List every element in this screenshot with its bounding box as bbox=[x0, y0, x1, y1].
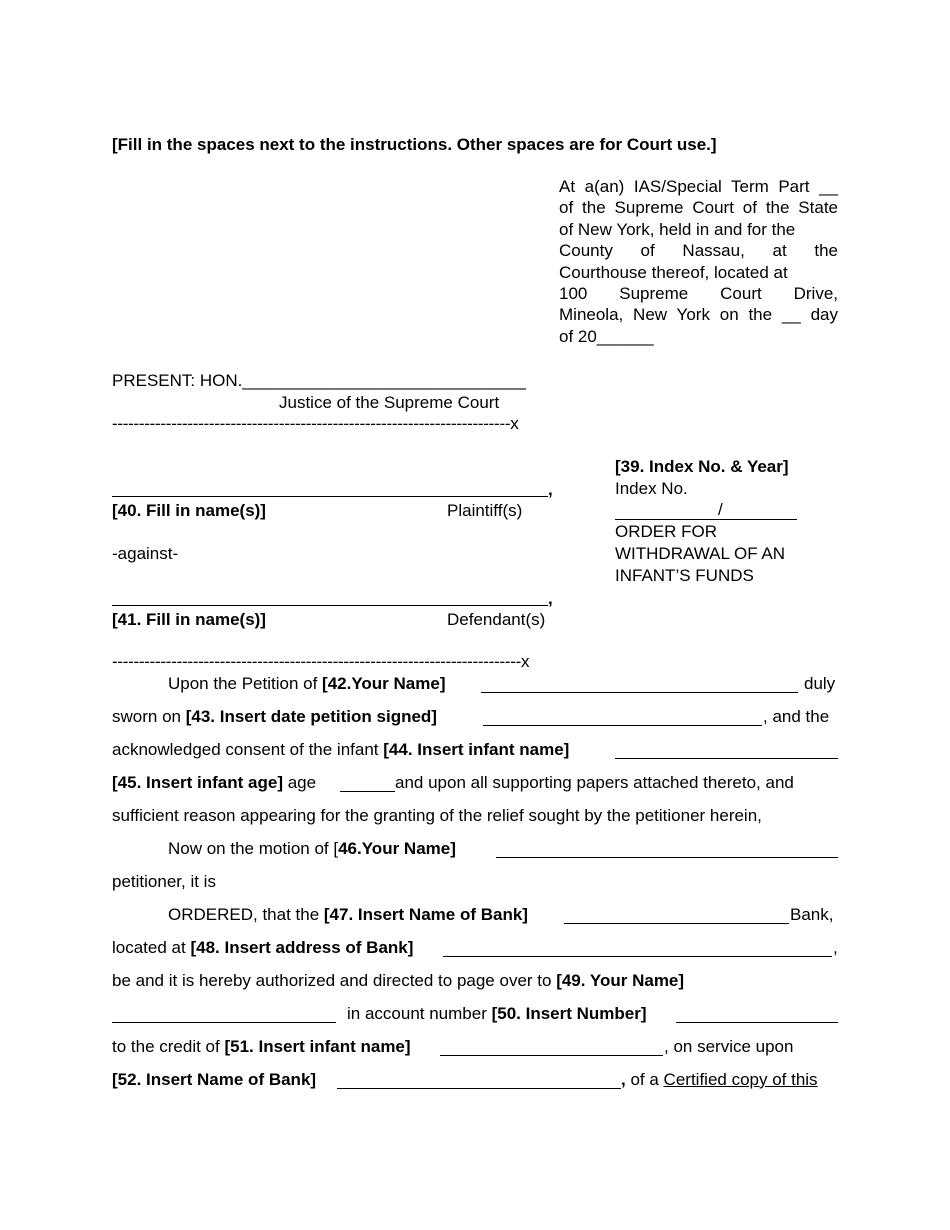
body-line-8 bbox=[168, 904, 528, 925]
index-number-field[interactable] bbox=[615, 519, 797, 520]
court-line: Courthouse thereof, located at bbox=[559, 262, 788, 282]
infant-age-field[interactable] bbox=[340, 791, 395, 792]
defendant-instruction: [41. Fill in name(s)] bbox=[112, 610, 266, 629]
body-line-12 bbox=[112, 1036, 411, 1057]
body-line-3 bbox=[112, 739, 569, 760]
credit-infant-field[interactable] bbox=[440, 1055, 663, 1056]
payee-name-field[interactable] bbox=[112, 1022, 336, 1023]
court-line: of 20______ bbox=[559, 326, 654, 346]
body-text: be and it is hereby authorized and directed to page over to bbox=[112, 971, 557, 990]
certified-copy-text: Certified copy of this bbox=[663, 1070, 818, 1089]
body-line-5: sufficient reason appearing for the granting of the relief sought by the petitioner herein, bbox=[112, 806, 762, 825]
court-line: Mineola, New York on the __ day bbox=[559, 305, 838, 325]
account-number-field[interactable] bbox=[676, 1022, 838, 1023]
infant-name-instruction: [44. Insert infant name] bbox=[383, 740, 570, 759]
petitioner-name-field[interactable] bbox=[481, 692, 798, 693]
body-text: , and the bbox=[763, 707, 830, 726]
court-line: of the Supreme Court of the State bbox=[559, 198, 838, 218]
court-line: 100 Supreme Court Drive, bbox=[559, 284, 838, 304]
body-line-13-tail bbox=[621, 1069, 818, 1090]
infant-name-field[interactable] bbox=[615, 758, 838, 759]
index-slash: / bbox=[718, 500, 723, 519]
body-text: age bbox=[282, 773, 317, 792]
against-label: -against- bbox=[112, 544, 179, 563]
plaintiff-instruction: [40. Fill in name(s)] bbox=[112, 501, 266, 520]
body-line-13 bbox=[112, 1069, 316, 1090]
body-line-6 bbox=[168, 838, 456, 859]
movant-name-field[interactable] bbox=[496, 857, 838, 858]
caption-bottom-divider: ----------------------------------------------------------------------------x bbox=[112, 652, 530, 671]
service-bank-instruction: [52. Insert Name of Bank] bbox=[112, 1070, 317, 1089]
body-text: Upon the Petition of bbox=[168, 674, 323, 693]
bank-address-instruction: [48. Insert address of Bank] bbox=[190, 938, 414, 957]
defendant-comma: , bbox=[548, 589, 553, 608]
order-title-line: WITHDRAWAL OF AN bbox=[615, 544, 785, 563]
justice-title: Justice of the Supreme Court bbox=[279, 393, 500, 412]
body-line-10 bbox=[112, 970, 684, 991]
body-text: Bank, bbox=[790, 905, 834, 924]
body-text: Now on the motion of [ bbox=[168, 839, 339, 858]
present-hon-line: PRESENT: HON.______________________________ bbox=[112, 371, 526, 390]
body-line-7: petitioner, it is bbox=[112, 872, 216, 891]
bank-name-instruction: [47. Insert Name of Bank] bbox=[323, 905, 528, 924]
index-label: Index No. bbox=[615, 479, 688, 498]
body-line-11 bbox=[347, 1003, 647, 1024]
court-line: County of Nassau, at the bbox=[559, 241, 838, 261]
body-text: , bbox=[621, 1070, 626, 1089]
court-line: At a(an) IAS/Special Term Part __ bbox=[559, 177, 838, 196]
bank-name-field[interactable] bbox=[564, 923, 789, 924]
body-text: in account number bbox=[347, 1004, 492, 1023]
petition-date-field[interactable] bbox=[483, 725, 762, 726]
order-title-line: ORDER FOR bbox=[615, 522, 717, 541]
body-text: and upon all supporting papers attached thereto, and bbox=[395, 773, 794, 792]
body-line-4 bbox=[112, 772, 316, 793]
plaintiff-role: Plaintiff(s) bbox=[447, 501, 523, 520]
body-line-2 bbox=[112, 706, 437, 727]
index-instruction: [39. Index No. & Year] bbox=[615, 457, 789, 476]
body-text: to the credit of bbox=[112, 1037, 225, 1056]
body-text: located at bbox=[112, 938, 191, 957]
court-line: of New York, held in and for the bbox=[559, 219, 796, 239]
defendant-name-field[interactable] bbox=[112, 605, 548, 606]
bank-address-field[interactable] bbox=[443, 956, 832, 957]
body-text: , on service upon bbox=[664, 1037, 794, 1056]
body-text: acknowledged consent of the infant bbox=[112, 740, 384, 759]
body-line-1 bbox=[168, 673, 446, 694]
service-bank-field[interactable] bbox=[337, 1088, 621, 1089]
movant-name-instruction: 46.Your Name] bbox=[338, 839, 456, 858]
body-text: ORDERED, that the bbox=[168, 905, 324, 924]
credit-infant-instruction: [51. Insert infant name] bbox=[224, 1037, 411, 1056]
caption-top-divider: --------------------------------------------------------------------------x bbox=[112, 414, 519, 433]
plaintiff-name-field[interactable] bbox=[112, 496, 548, 497]
defendant-role: Defendant(s) bbox=[447, 610, 546, 629]
body-text: sworn on bbox=[112, 707, 186, 726]
body-text: duly bbox=[804, 674, 836, 693]
infant-age-instruction: [45. Insert infant age] bbox=[112, 773, 283, 792]
order-title-line: INFANT’S FUNDS bbox=[615, 566, 754, 585]
account-number-instruction: [50. Insert Number] bbox=[491, 1004, 647, 1023]
petition-date-instruction: [43. Insert date petition signed] bbox=[185, 707, 437, 726]
body-text: , bbox=[833, 938, 838, 957]
plaintiff-comma: , bbox=[548, 480, 553, 499]
body-text: of a bbox=[625, 1070, 664, 1089]
body-line-9 bbox=[112, 937, 413, 958]
payee-name-instruction: [49. Your Name] bbox=[556, 971, 685, 990]
court-block bbox=[559, 176, 838, 347]
petitioner-name-instruction: [42.Your Name] bbox=[322, 674, 446, 693]
instructions-heading: [Fill in the spaces next to the instructions. Other spaces are for Court use.] bbox=[112, 135, 717, 154]
